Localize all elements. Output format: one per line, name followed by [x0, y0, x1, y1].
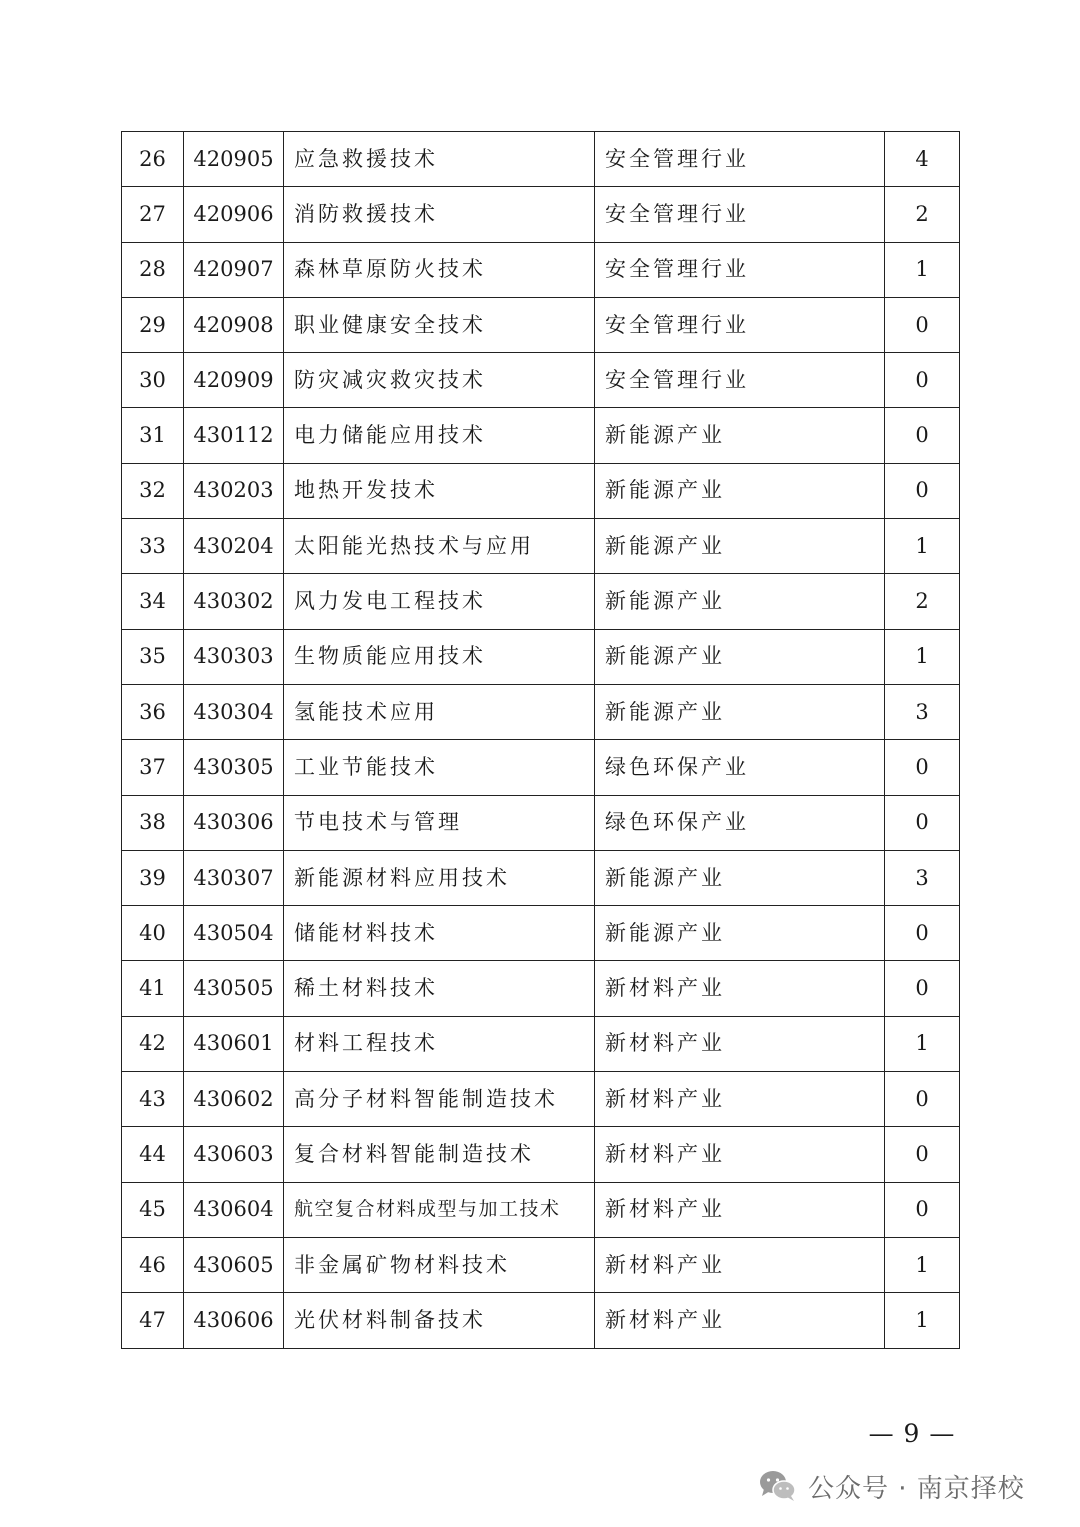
- major-name-cell: 职业健康安全技术: [284, 297, 595, 352]
- table-row: [122, 684, 960, 739]
- count-cell: 0: [885, 961, 960, 1016]
- industry-cell: 安全管理行业: [595, 187, 885, 242]
- count-cell: 3: [885, 850, 960, 905]
- industry-cell: 新材料产业: [595, 961, 885, 1016]
- table-row: [122, 629, 960, 684]
- table-row: [122, 187, 960, 242]
- table-row: [122, 1182, 960, 1237]
- major-name-cell: 风力发电工程技术: [284, 574, 595, 629]
- major-name-cell: 消防救援技术: [284, 187, 595, 242]
- table-row: [122, 297, 960, 352]
- row-index-cell: 44: [122, 1127, 184, 1182]
- industry-cell: 新能源产业: [595, 519, 885, 574]
- row-index-cell: 37: [122, 740, 184, 795]
- industry-cell: 安全管理行业: [595, 132, 885, 187]
- major-name-cell: 工业节能技术: [284, 740, 595, 795]
- row-index-cell: 45: [122, 1182, 184, 1237]
- major-name-cell: 材料工程技术: [284, 1016, 595, 1071]
- major-name-cell: 生物质能应用技术: [284, 629, 595, 684]
- count-cell: 0: [885, 906, 960, 961]
- major-code-cell: 430307: [184, 850, 284, 905]
- industry-cell: 安全管理行业: [595, 353, 885, 408]
- major-name-cell: 复合材料智能制造技术: [284, 1127, 595, 1182]
- specialty-table: [121, 131, 960, 1349]
- major-code-cell: 430302: [184, 574, 284, 629]
- industry-cell: 新能源产业: [595, 408, 885, 463]
- major-name-cell: 稀土材料技术: [284, 961, 595, 1016]
- major-name-cell: 节电技术与管理: [284, 795, 595, 850]
- major-code-cell: 420908: [184, 297, 284, 352]
- row-index-cell: 42: [122, 1016, 184, 1071]
- watermark: [758, 1466, 1025, 1506]
- table-row: [122, 1016, 960, 1071]
- major-code-cell: 420909: [184, 353, 284, 408]
- major-code-cell: 430605: [184, 1237, 284, 1292]
- row-index-cell: 31: [122, 408, 184, 463]
- count-cell: 0: [885, 463, 960, 518]
- row-index-cell: 41: [122, 961, 184, 1016]
- major-code-cell: 420905: [184, 132, 284, 187]
- table-row: [122, 574, 960, 629]
- industry-cell: 安全管理行业: [595, 242, 885, 297]
- wechat-icon: [758, 1469, 798, 1503]
- major-code-cell: 430602: [184, 1072, 284, 1127]
- count-cell: 0: [885, 297, 960, 352]
- table-row: [122, 1293, 960, 1348]
- count-cell: 0: [885, 1072, 960, 1127]
- table-row: [122, 242, 960, 297]
- major-name-cell: 氢能技术应用: [284, 684, 595, 739]
- count-cell: 4: [885, 132, 960, 187]
- major-name-cell: 地热开发技术: [284, 463, 595, 518]
- major-code-cell: 430306: [184, 795, 284, 850]
- row-index-cell: 28: [122, 242, 184, 297]
- major-code-cell: 430303: [184, 629, 284, 684]
- row-index-cell: 34: [122, 574, 184, 629]
- row-index-cell: 38: [122, 795, 184, 850]
- major-name-cell: 太阳能光热技术与应用: [284, 519, 595, 574]
- table-body: [122, 132, 960, 1349]
- row-index-cell: 46: [122, 1237, 184, 1292]
- page-number: — 9 —: [868, 1419, 956, 1448]
- industry-cell: 新材料产业: [595, 1016, 885, 1071]
- major-name-cell: 森林草原防火技术: [284, 242, 595, 297]
- table-row: [122, 519, 960, 574]
- industry-cell: 新能源产业: [595, 850, 885, 905]
- major-name-cell: 航空复合材料成型与加工技术: [284, 1182, 595, 1237]
- table-row: [122, 795, 960, 850]
- row-index-cell: 33: [122, 519, 184, 574]
- table-row: [122, 850, 960, 905]
- count-cell: 0: [885, 408, 960, 463]
- row-index-cell: 27: [122, 187, 184, 242]
- major-name-cell: 高分子材料智能制造技术: [284, 1072, 595, 1127]
- major-name-cell: 应急救援技术: [284, 132, 595, 187]
- watermark-text: 公众号 · 南京择校: [808, 1473, 1025, 1504]
- count-cell: 0: [885, 353, 960, 408]
- table-row: [122, 408, 960, 463]
- row-index-cell: 32: [122, 463, 184, 518]
- major-name-cell: 光伏材料制备技术: [284, 1293, 595, 1348]
- count-cell: 0: [885, 795, 960, 850]
- row-index-cell: 39: [122, 850, 184, 905]
- industry-cell: 新能源产业: [595, 463, 885, 518]
- major-code-cell: 430304: [184, 684, 284, 739]
- major-code-cell: 430604: [184, 1182, 284, 1237]
- row-index-cell: 29: [122, 297, 184, 352]
- major-name-cell: 防灾减灾救灾技术: [284, 353, 595, 408]
- row-index-cell: 40: [122, 906, 184, 961]
- count-cell: 1: [885, 1293, 960, 1348]
- major-code-cell: 430603: [184, 1127, 284, 1182]
- table-row: [122, 353, 960, 408]
- industry-cell: 新材料产业: [595, 1182, 885, 1237]
- count-cell: 3: [885, 684, 960, 739]
- count-cell: 1: [885, 629, 960, 684]
- row-index-cell: 43: [122, 1072, 184, 1127]
- count-cell: 0: [885, 740, 960, 795]
- table-row: [122, 1127, 960, 1182]
- count-cell: 2: [885, 187, 960, 242]
- table-row: [122, 906, 960, 961]
- table-row: [122, 961, 960, 1016]
- table-row: [122, 132, 960, 187]
- row-index-cell: 26: [122, 132, 184, 187]
- major-name-cell: 非金属矿物材料技术: [284, 1237, 595, 1292]
- row-index-cell: 35: [122, 629, 184, 684]
- major-name-cell: 新能源材料应用技术: [284, 850, 595, 905]
- major-code-cell: 430504: [184, 906, 284, 961]
- major-code-cell: 430601: [184, 1016, 284, 1071]
- industry-cell: 新材料产业: [595, 1293, 885, 1348]
- industry-cell: 新材料产业: [595, 1072, 885, 1127]
- row-index-cell: 30: [122, 353, 184, 408]
- industry-cell: 新材料产业: [595, 1127, 885, 1182]
- row-index-cell: 36: [122, 684, 184, 739]
- table-row: [122, 463, 960, 518]
- table-row: [122, 1072, 960, 1127]
- major-code-cell: 430203: [184, 463, 284, 518]
- count-cell: 1: [885, 1016, 960, 1071]
- table-row: [122, 1237, 960, 1292]
- major-code-cell: 430606: [184, 1293, 284, 1348]
- major-name-cell: 电力储能应用技术: [284, 408, 595, 463]
- industry-cell: 新能源产业: [595, 684, 885, 739]
- count-cell: 0: [885, 1182, 960, 1237]
- count-cell: 2: [885, 574, 960, 629]
- count-cell: 0: [885, 1127, 960, 1182]
- industry-cell: 安全管理行业: [595, 297, 885, 352]
- table-row: [122, 740, 960, 795]
- major-code-cell: 420906: [184, 187, 284, 242]
- industry-cell: 绿色环保产业: [595, 740, 885, 795]
- industry-cell: 新能源产业: [595, 906, 885, 961]
- major-code-cell: 430305: [184, 740, 284, 795]
- count-cell: 1: [885, 519, 960, 574]
- count-cell: 1: [885, 242, 960, 297]
- major-code-cell: 420907: [184, 242, 284, 297]
- industry-cell: 绿色环保产业: [595, 795, 885, 850]
- major-name-cell: 储能材料技术: [284, 906, 595, 961]
- count-cell: 1: [885, 1237, 960, 1292]
- major-code-cell: 430505: [184, 961, 284, 1016]
- major-code-cell: 430204: [184, 519, 284, 574]
- industry-cell: 新材料产业: [595, 1237, 885, 1292]
- industry-cell: 新能源产业: [595, 629, 885, 684]
- industry-cell: 新能源产业: [595, 574, 885, 629]
- row-index-cell: 47: [122, 1293, 184, 1348]
- major-code-cell: 430112: [184, 408, 284, 463]
